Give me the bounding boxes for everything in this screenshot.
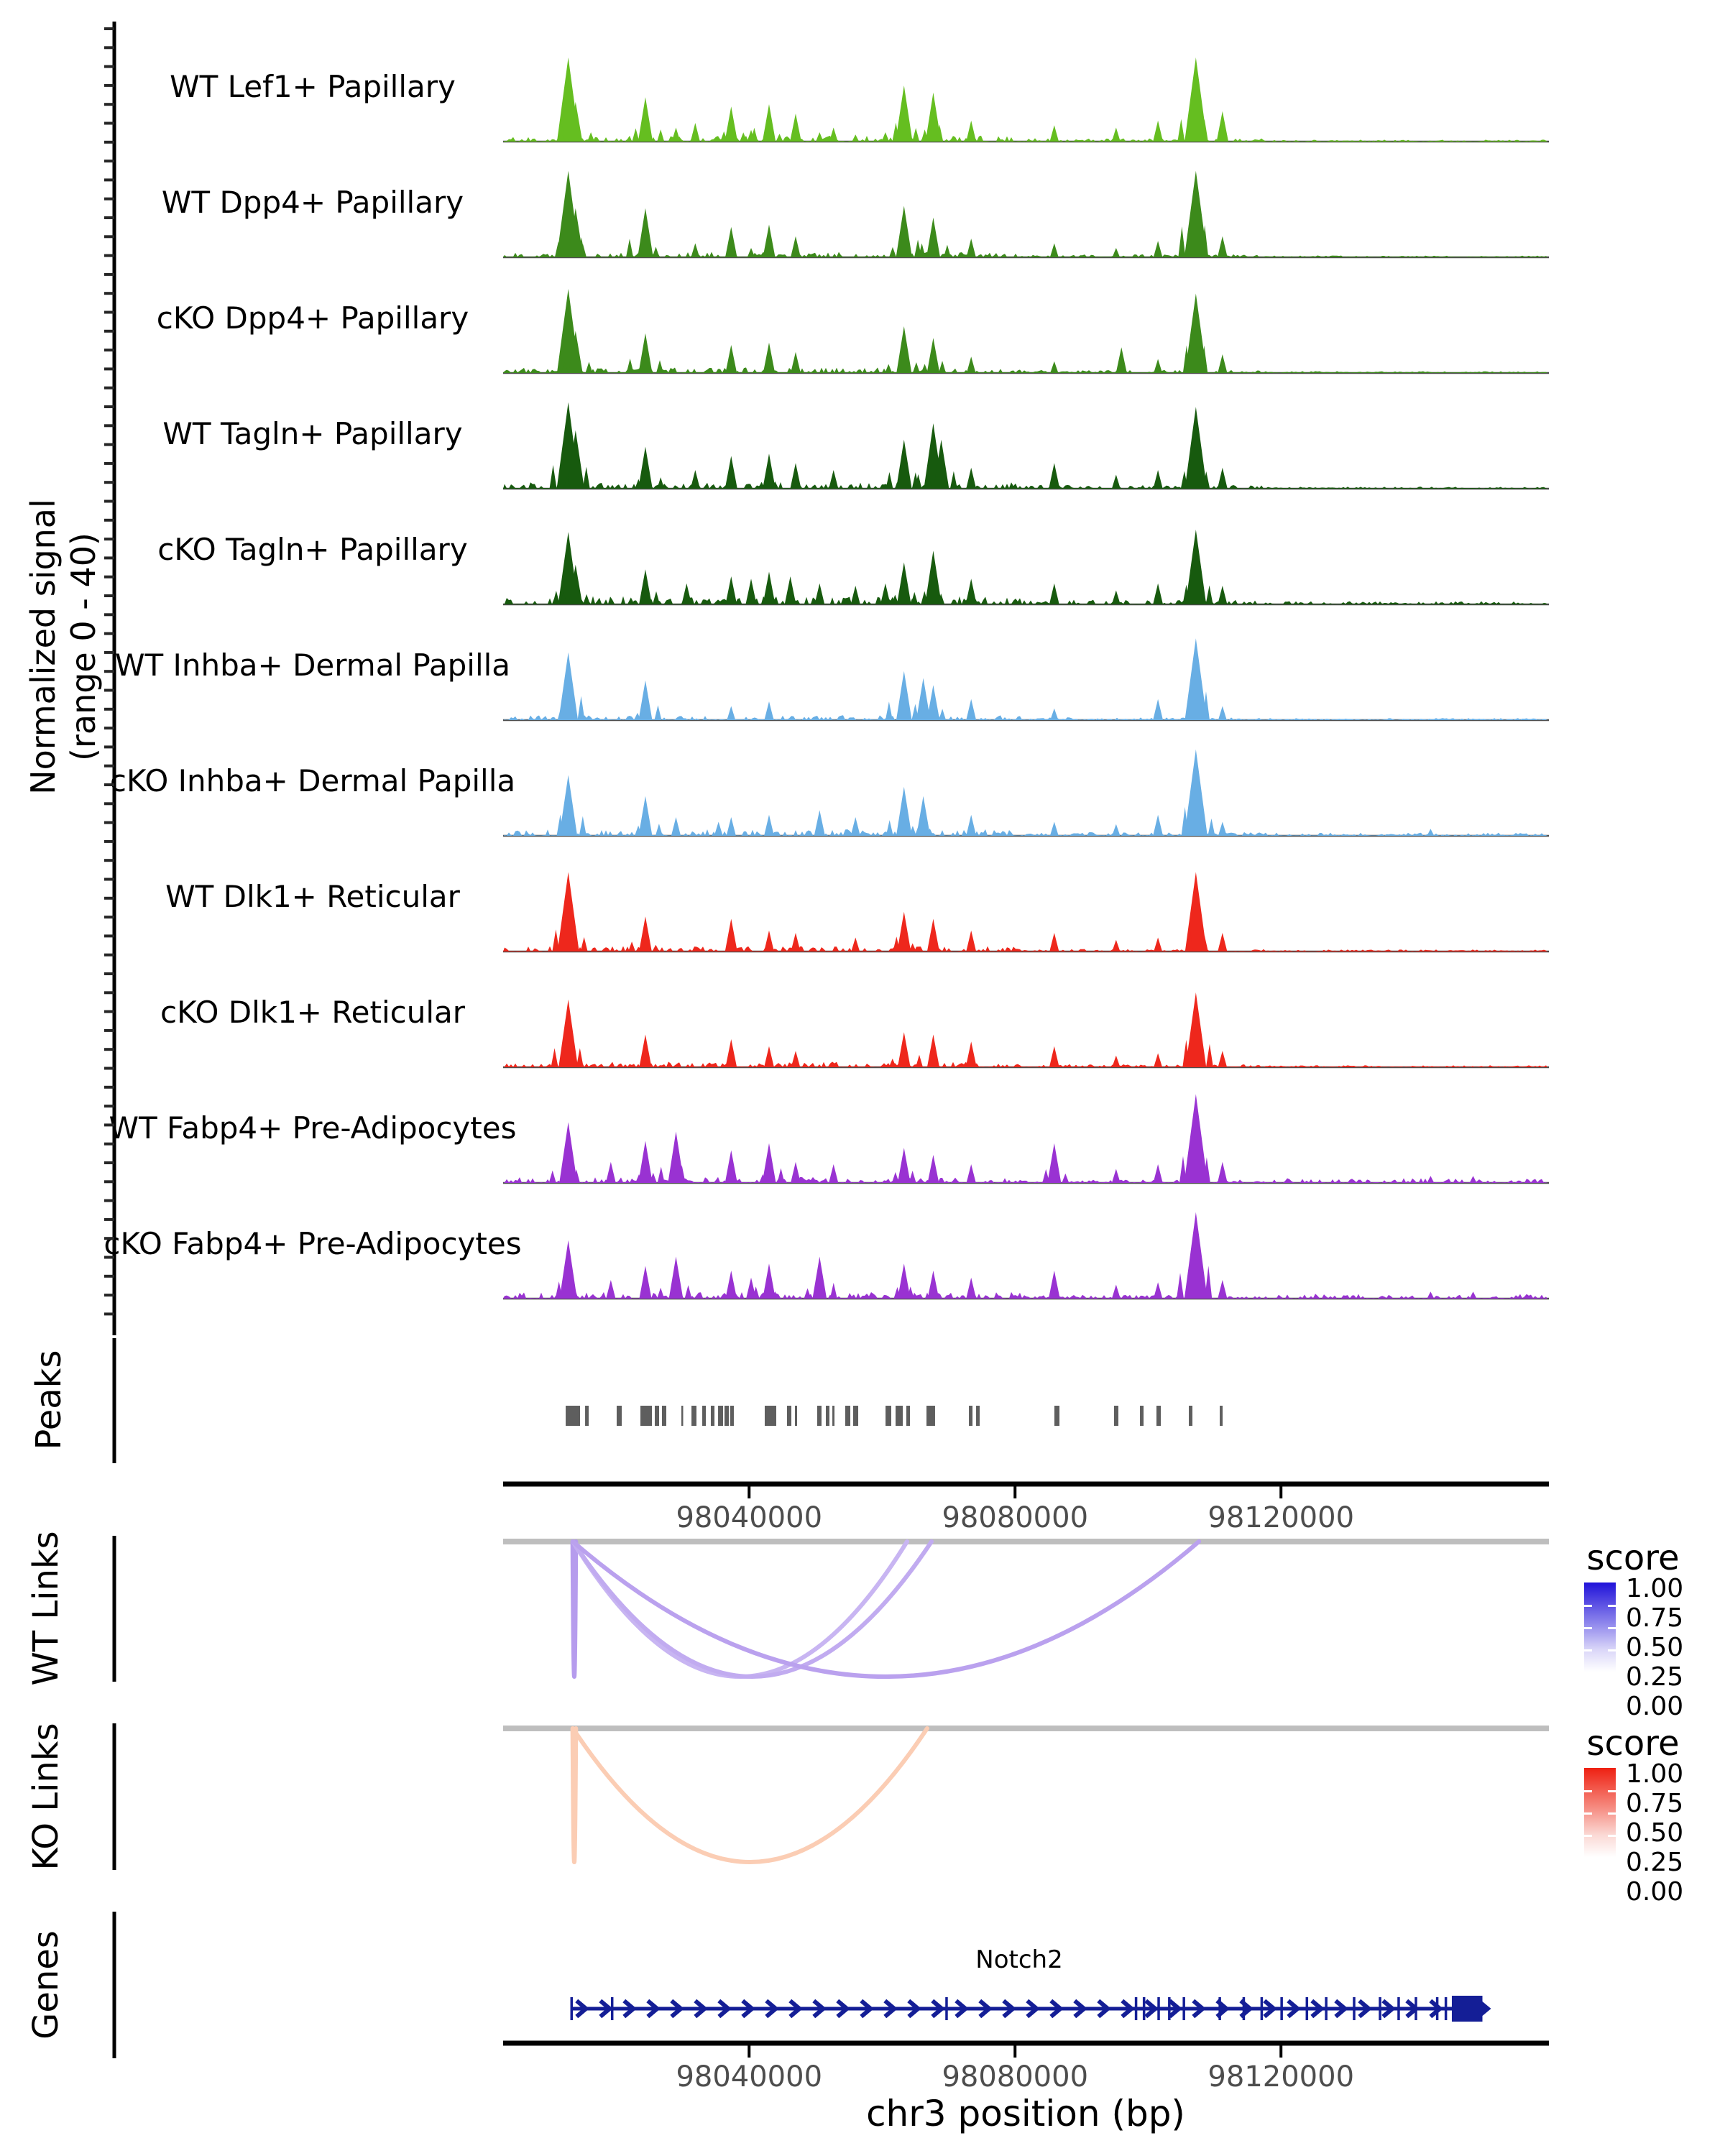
peak-interval xyxy=(1140,1406,1144,1426)
upper-genome-axis-tick-label-1: 98080000 xyxy=(942,1501,1089,1534)
wt-score-tick-3: 0.25 xyxy=(1626,1662,1684,1692)
peak-interval xyxy=(853,1406,858,1426)
peak-interval xyxy=(1054,1406,1059,1426)
peak-interval xyxy=(585,1406,589,1426)
peak-interval xyxy=(817,1406,822,1426)
peak-interval xyxy=(640,1406,652,1426)
ko-score-tick-2: 0.50 xyxy=(1626,1818,1684,1848)
peak-interval xyxy=(787,1406,791,1426)
signal-track-4 xyxy=(157,530,1549,604)
wt-score-legend-title: score xyxy=(1586,1538,1680,1578)
ko-score-colorbar xyxy=(1584,1768,1616,1857)
ko-score-legend-title: score xyxy=(1586,1723,1680,1764)
peak-interval xyxy=(724,1406,729,1426)
peak-interval xyxy=(832,1406,834,1426)
signal-track-6 xyxy=(110,750,1549,836)
lower-genome-axis-tick-label-0: 98040000 xyxy=(676,2060,823,2093)
wt-score-tick-labels xyxy=(1626,1574,1684,1721)
wt-score-tick-4: 0.00 xyxy=(1626,1692,1684,1721)
peak-interval xyxy=(1114,1406,1118,1426)
track-label-6: cKO Inhba+ Dermal Papilla xyxy=(109,763,516,798)
ko-score-tick-0: 1.00 xyxy=(1626,1759,1684,1789)
track-label-7: WT Dlk1+ Reticular xyxy=(165,879,460,914)
peak-interval xyxy=(681,1406,684,1426)
peak-interval xyxy=(976,1406,980,1426)
wt-links-track-arc-3 xyxy=(573,1542,1199,1677)
ko-score-tick-4: 0.00 xyxy=(1626,1877,1684,1907)
wt-links-track-arc-0 xyxy=(573,1542,576,1677)
wt-links-track xyxy=(503,1542,1549,1677)
upper-genome-axis-tick-label-2: 98120000 xyxy=(1208,1501,1355,1534)
section-label-genes: Genes xyxy=(26,1930,66,2040)
signal-track-3 xyxy=(162,402,1549,489)
peak-interval xyxy=(655,1406,659,1426)
signal-track-7 xyxy=(165,872,1549,952)
peak-interval xyxy=(662,1406,666,1426)
peak-interval xyxy=(711,1406,714,1426)
section-label-peaks: Peaks xyxy=(29,1350,69,1450)
peak-interval xyxy=(795,1406,797,1426)
ko-links-track-arc-0 xyxy=(573,1728,576,1862)
track-label-1: WT Dpp4+ Papillary xyxy=(161,185,464,220)
track-label-10: cKO Fabp4+ Pre-Adipocytes xyxy=(104,1226,522,1261)
ko-links-track xyxy=(503,1728,1549,1862)
peak-interval xyxy=(702,1406,706,1426)
y-axis-title-line1: Normalized signal xyxy=(24,499,63,795)
y-axis-title xyxy=(23,499,104,795)
lower-genome-axis xyxy=(503,2043,1549,2093)
track-label-5: WT Inhba+ Dermal Papilla xyxy=(114,648,511,683)
wt-score-tick-0: 1.00 xyxy=(1626,1574,1684,1603)
signal-track-0 xyxy=(170,57,1549,142)
ko-links-track-arc-1 xyxy=(573,1728,927,1862)
signal-track-10 xyxy=(104,1212,1549,1299)
peak-interval xyxy=(969,1406,972,1426)
wt-score-tick-2: 0.50 xyxy=(1626,1633,1684,1662)
track-label-9: WT Fabp4+ Pre-Adipocytes xyxy=(109,1110,517,1146)
track-label-3: WT Tagln+ Papillary xyxy=(162,416,463,451)
track-label-0: WT Lef1+ Papillary xyxy=(170,69,456,104)
peak-interval xyxy=(566,1406,580,1426)
peak-interval xyxy=(1156,1406,1161,1426)
track-label-8: cKO Dlk1+ Reticular xyxy=(160,995,465,1030)
wt-score-colorbar xyxy=(1584,1583,1616,1672)
upper-genome-axis-tick-label-0: 98040000 xyxy=(676,1501,823,1534)
track-label-4: cKO Tagln+ Papillary xyxy=(157,532,468,567)
signal-track-1 xyxy=(162,171,1549,257)
track-label-2: cKO Dpp4+ Papillary xyxy=(156,300,469,336)
gene-track xyxy=(571,1945,1491,2022)
signal-track-8 xyxy=(160,992,1549,1067)
peak-interval xyxy=(765,1406,776,1426)
peak-interval xyxy=(718,1406,723,1426)
peak-interval xyxy=(886,1406,891,1426)
x-axis-title: chr3 position (bp) xyxy=(866,2093,1185,2134)
lower-genome-axis-tick-label-1: 98080000 xyxy=(942,2060,1089,2093)
lower-genome-axis-tick-label-2: 98120000 xyxy=(1208,2060,1355,2093)
ko-score-tick-1: 0.75 xyxy=(1626,1789,1684,1818)
upper-genome-axis xyxy=(503,1484,1549,1534)
peak-interval xyxy=(691,1406,696,1426)
ko-score-tick-3: 0.25 xyxy=(1626,1848,1684,1877)
signal-track-2 xyxy=(157,289,1549,373)
peak-interval xyxy=(906,1406,910,1426)
peak-interval xyxy=(845,1406,850,1426)
peak-interval xyxy=(826,1406,829,1426)
peaks-track xyxy=(566,1406,1223,1426)
wt-links-track-arc-2 xyxy=(573,1542,932,1677)
peak-interval xyxy=(1220,1406,1223,1426)
peak-interval xyxy=(926,1406,935,1426)
y-axis-title-line2: (range 0 - 40) xyxy=(64,533,103,761)
peak-interval xyxy=(730,1406,734,1426)
peak-interval xyxy=(1189,1406,1192,1426)
peak-interval xyxy=(896,1406,903,1426)
signal-track-9 xyxy=(109,1095,1549,1184)
peak-interval xyxy=(617,1406,622,1426)
ko-score-tick-labels xyxy=(1626,1759,1684,1907)
signal-track-5 xyxy=(115,638,1549,720)
gene-name-label: Notch2 xyxy=(975,1945,1063,1974)
wt-score-tick-1: 0.75 xyxy=(1626,1603,1684,1633)
section-label-wt-links: WT Links xyxy=(26,1531,66,1686)
section-label-ko-links: KO Links xyxy=(26,1723,66,1871)
